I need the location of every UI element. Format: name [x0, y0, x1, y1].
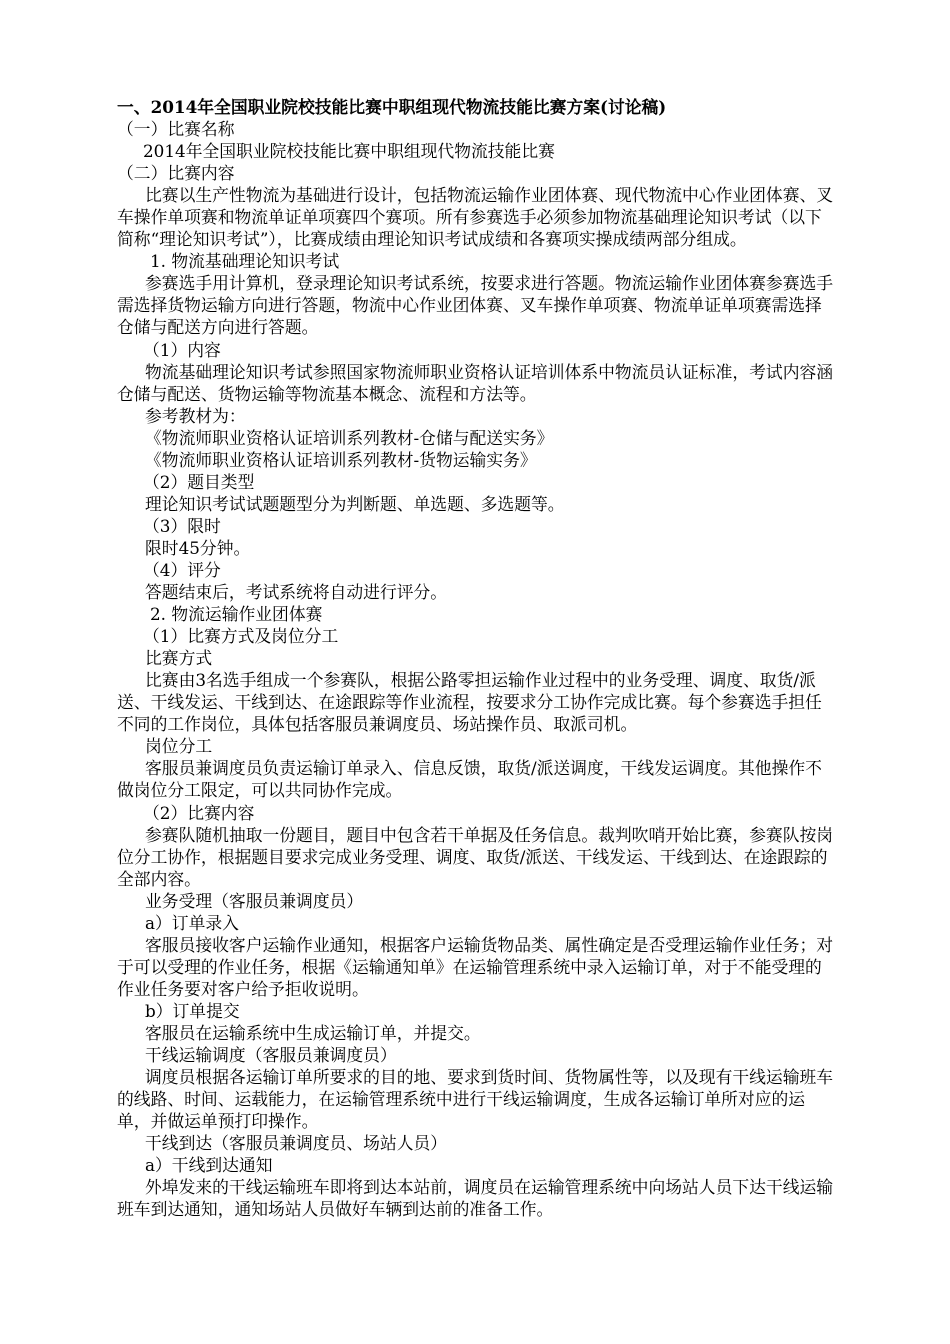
paragraph: （2）题目类型 — [143, 471, 255, 492]
paragraph: 干线到达（客服员兼调度员、场站人员） — [145, 1133, 448, 1154]
paragraph: 限时45分钟。 — [145, 537, 251, 558]
paragraph: 外埠发来的干线运输班车即将到达本站前，调度员在运输管理系统中向场站人员下达干线运输班车到达通知，通知场站人员做好车辆到达前的准备工作。 — [117, 1177, 834, 1220]
paragraph: a）干线到达通知 — [145, 1155, 273, 1176]
paragraph: 调度员根据各运输订单所要求的目的地、要求到货时间、货物属性等，以及现有干线运输班车的线路、时间、运载能力，在运输管理系统中进行干线运输调度，生成各运输订单所对应的运单，并做运单预打印操作。 — [117, 1067, 834, 1132]
paragraph: 《物流师职业资格认证培训系列教材-仓储与配送实务》 — [145, 427, 554, 448]
paragraph: 参考教材为： — [145, 405, 246, 426]
paragraph: 岗位分工 — [145, 736, 213, 757]
paragraph: 客服员在运输系统中生成运输订单，并提交。 — [145, 1022, 481, 1043]
paragraph: （1）内容 — [143, 339, 221, 360]
paragraph: 2. 物流运输作业团体赛 — [150, 604, 323, 625]
paragraph: （2）比赛内容 — [143, 802, 255, 823]
paragraph: 《物流师职业资格认证培训系列教材-货物运输实务》 — [145, 449, 537, 470]
paragraph: 比赛以生产性物流为基础进行设计，包括物流运输作业团体赛、现代物流中心作业团体赛、叉车操作单项赛和物流单证单项赛四个赛项。所有参赛选手必须参加物流基础理论知识考试（以下简称“理论知识考试”），比赛成绩由理论知识考试成绩和各赛项实操成绩两部分组成。 — [117, 185, 834, 250]
paragraph: 答题结束后，考试系统将自动进行评分。 — [145, 582, 448, 603]
document-body — [117, 96, 835, 1220]
paragraph: 比赛方式 — [145, 648, 213, 669]
paragraph: 客服员兼调度员负责运输订单录入、信息反馈，取货/派送调度，干线发运调度。其他操作不做岗位分工限定，可以共同协作完成。 — [117, 758, 822, 801]
paragraph: 干线运输调度（客服员兼调度员） — [145, 1045, 397, 1066]
paragraph-list — [117, 118, 835, 1220]
paragraph: 客服员接收客户运输作业通知，根据客户运输货物品类、属性确定是否受理运输作业任务；对于可以受理的作业任务，根据《运输通知单》在运输管理系统中录入运输订单，对于不能受理的作业任务要对客户给予拒收说明。 — [117, 934, 834, 999]
document-title: 一、2014年全国职业院校技能比赛中职组现代物流技能比赛方案(讨论稿) — [117, 97, 667, 117]
paragraph: 物流基础理论知识考试参照国家物流师职业资格认证培训体系中物流员认证标准，考试内容涵仓储与配送、货物运输等物流基本概念、流程和方法等。 — [117, 361, 834, 404]
paragraph: 参赛选手用计算机，登录理论知识考试系统，按要求进行答题。物流运输作业团体赛参赛选手需选择货物运输方向进行答题，物流中心作业团体赛、叉车操作单项赛、物流单证单项赛需选择仓储与配送方向进行答题。 — [117, 273, 834, 338]
paragraph: 2014年全国职业院校技能比赛中职组现代物流技能比赛 — [143, 141, 555, 162]
paragraph: b）订单提交 — [145, 1000, 240, 1021]
paragraph: a）订单录入 — [145, 912, 239, 933]
paragraph: （1）比赛方式及岗位分工 — [143, 626, 339, 647]
paragraph: （二）比赛内容 — [117, 163, 235, 184]
paragraph: （3）限时 — [143, 515, 221, 536]
paragraph: 1. 物流基础理论知识考试 — [150, 251, 340, 272]
paragraph: 理论知识考试试题题型分为判断题、单选题、多选题等。 — [145, 493, 565, 514]
paragraph: 比赛由3名选手组成一个参赛队，根据公路零担运输作业过程中的业务受理、调度、取货/派送、干线发运、干线到达、在途跟踪等作业流程，按要求分工协作完成比赛。每个参赛选手担任不同的工作岗位，具体包括客服员兼调度员、场站操作员、取派司机。 — [117, 670, 822, 735]
paragraph: 业务受理（客服员兼调度员） — [145, 890, 364, 911]
paragraph: （一）比赛名称 — [117, 119, 235, 140]
paragraph: 参赛队随机抽取一份题目，题目中包含若干单据及任务信息。裁判吹哨开始比赛，参赛队按岗位分工协作，根据题目要求完成业务受理、调度、取货/派送、干线发运、干线到达、在途跟踪的全部内容。 — [117, 824, 834, 889]
paragraph: （4）评分 — [143, 559, 221, 580]
